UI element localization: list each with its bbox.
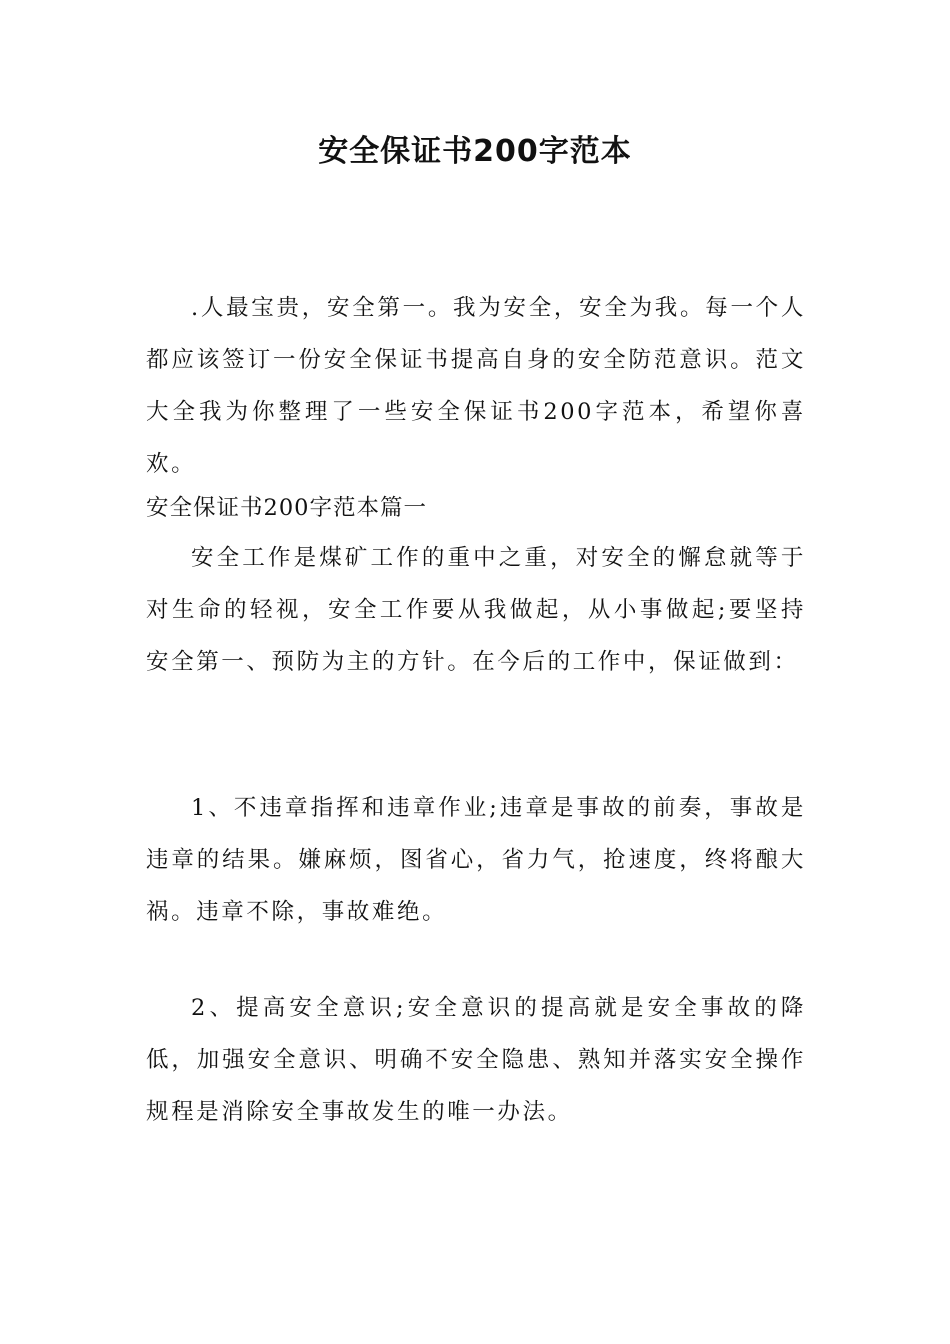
list-item-2: 2、提高安全意识;安全意识的提高就是安全事故的降低，加强安全意识、明确不安全隐患、熟知并落实安全操作规程是消除安全事故发生的唯一办法。: [146, 995, 806, 1125]
list-item-1: 1、不违章指挥和违章作业;违章是事故的前奏，事故是违章的结果。嫌麻烦，图省心，省力气，抢速度，终将酿大祸。违章不除，事故难绝。: [146, 795, 806, 925]
document-title: 安全保证书200字范本: [318, 134, 632, 169]
intro-paragraph: .人最宝贵，安全第一。我为安全，安全为我。每一个人都应该签订一份安全保证书提高自身的安全防范意识。范文大全我为你整理了一些安全保证书200字范本，希望你喜欢。: [146, 295, 806, 477]
body-paragraph: 安全工作是煤矿工作的重中之重，对安全的懈怠就等于对生命的轻视，安全工作要从我做起，从小事做起;要坚持安全第一、预防为主的方针。在今后的工作中，保证做到：: [146, 545, 806, 675]
section-heading: 安全保证书200字范本篇一: [146, 495, 427, 521]
